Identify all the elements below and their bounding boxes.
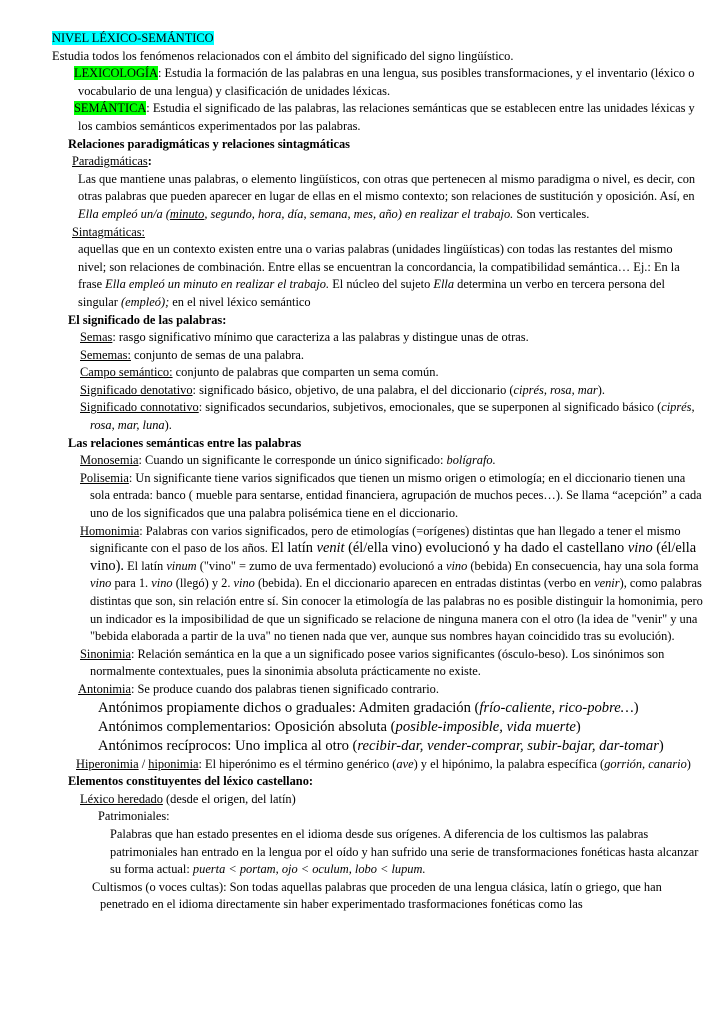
- intro-paragraph: Estudia todos los fenómenos relacionados con el ámbito del significado del signo lingüístico.: [52, 48, 514, 63]
- cultismos-text: Cultismos (o voces cultas): Son todas aquellas palabras que proceden de una lengua clásica, latín o griego, que han penetrado en el idioma directamente sin haber experimentado trasformaciones fonéticas como las: [92, 879, 662, 912]
- semas-definition: Semas: rasgo significativo mínimo que caracteriza a las palabras y distingue unas de otras.: [80, 330, 529, 345]
- antonimos-reciprocos: Antónimos recíprocos: Uno implica al otro (recibir-dar, vender-comprar, subir-bajar, dar-tomar): [98, 737, 664, 754]
- polisemia-definition: Polisemia: Un significante tiene varios significados que tienen un mismo origen o etimología; en el diccionario tienen una sola entrada: banco ( mueble para sentarse, entidad financiera, agrupación de muchos peces…). Se llama “acepción” a cada uno de los significados que una palabra polisémica tiene en el diccionario.: [80, 470, 702, 521]
- hiperonimia-definition: Hiperonimia / hiponimia: El hiperónimo es el término genérico (ave) y el hipónimo, la palabra específica (gorrión, canario): [76, 756, 691, 771]
- lexicologia-term: LEXICOLOGÍA: [74, 66, 158, 81]
- elementos-heading: Elementos constituyentes del léxico castellano:: [68, 774, 314, 789]
- patrimoniales-label: Patrimoniales:: [98, 809, 170, 824]
- lexicologia-definition: LEXICOLOGÍA: Estudia la formación de las palabras en una lengua, sus posibles transformaciones, y el inventario (léxico o vocabulario de una lengua) y clasificación de unidades léxicas.: [74, 66, 695, 98]
- sinonimia-definition: Sinonimia: Relación semántica en la que a un significado posee varios significantes (ósculo-beso). Los sinónimos son normalmente contextuales, pues la sinonimia absoluta prácticamente no existe.: [80, 646, 665, 679]
- connotativo-definition: Significado connotativo: significados secundarios, subjetivos, emocionales, que se superponen al significado básico (ciprés, rosa, mar, luna).: [80, 400, 695, 433]
- paradigmaticas-text: Las que mantiene unas palabras, o elemento lingüísticos, con otras que pertenecen al mismo paradigma o nivel, es decir, con otras palabras que pueden aparecer en lugar de ellas en el mismo contexto; son relaciones de sustitución y oposición. Así, en Ella empleó un/a (minuto, segundo, hora, día, semana, mes, año) en realizar el trabajo. Son verticales.: [78, 171, 696, 221]
- antonimos-graduales: Antónimos propiamente dichos o graduales: Admiten gradación (frío-caliente, rico-pobre…): [98, 699, 639, 716]
- semantica-definition: SEMÁNTICA: Estudia el significado de las palabras, las relaciones semánticas que se establecen entre las unidades léxicas y los cambios semánticos experimentados por las palabras.: [74, 101, 695, 133]
- significado-heading: El significado de las palabras:: [68, 312, 227, 327]
- semantica-term: SEMÁNTICA: [74, 101, 147, 116]
- homonimia-definition: Homonimia: Palabras con varios significados, pero de etimologías (=orígenes) distintas que han llegado a tener el mismo significante con el paso de los años. El latín venit (él/ella vino) evolucionó y ha dado el castellano vino (él/ella vino). El latín vinum ("vino" = zumo de uva fermentado) evolucionó a vino (bebida) En consecuencia, hay una sola forma vino para 1. vino (llegó) y 2. vino (bebida). En el diccionario aparecen en entradas distintas (verbo en venir), como palabras distintas que son, sin relación entre sí. Sin conocer la etimología de las palabras no es posible distinguir la homonimia, pero un indicador es la imposibilidad de que un significado se relacione de ninguna manera con el otro (la idea de "venir" y una "bebida elaborada a partir de la uva" no tienen nada que ver, aunque sus nombres hayan coincidido tras su evolución).: [80, 523, 703, 644]
- sememas-definition: Sememas: conjunto de semas de una palabra.: [80, 347, 305, 362]
- relaciones-heading: Relaciones paradigmáticas y relaciones sintagmáticas: [68, 136, 350, 151]
- campo-semantico-definition: Campo semántico: conjunto de palabras que comparten un sema común.: [80, 365, 439, 380]
- page-title: NIVEL LÉXICO-SEMÁNTICO: [52, 31, 214, 45]
- relaciones-semanticas-heading: Las relaciones semánticas entre las palabras: [68, 435, 302, 450]
- patrimoniales-text: Palabras que han estado presentes en el idioma desde sus orígenes. A diferencia de los cultismos las palabras patrimoniales han entrado en la lengua por el oído y han sufrido una serie de transformaciones fonéticas hasta alcanzar su forma actual: puerta < portam, ojo < oculum, lobo < lupum.: [110, 826, 699, 877]
- sintagmaticas-text: aquellas que en un contexto existen entre una o varias palabras (unidades lingüísticas) con todas las restantes del mismo nivel; son relaciones de combinación. Entre ellas se encuentran la concordancia, la compatibilidad semántica… Ej.: En la frase Ella empleó un minuto en realizar el trabajo. El núcleo del sujeto Ella determina un verbo en tercera persona del singular (empleó); en el nivel léxico semántico: [78, 242, 680, 309]
- paradigmaticas-label: Paradigmáticas:: [72, 154, 152, 169]
- antonimos-complementarios: Antónimos complementarios: Oposición absoluta (posible-imposible, vida muerte): [98, 718, 581, 735]
- denotativo-definition: Significado denotativo: significado básico, objetivo, de una palabra, el del diccionario (ciprés, rosa, mar).: [80, 382, 605, 397]
- sintagmaticas-label: Sintagmáticas:: [72, 224, 145, 239]
- monosemia-definition: Monosemia: Cuando un significante le corresponde un único significado: bolígrafo.: [80, 453, 496, 468]
- antonimia-definition: Antonimia: Se produce cuando dos palabras tienen significado contrario.: [78, 681, 439, 696]
- lexico-heredado: Léxico heredado (desde el origen, del latín): [80, 791, 296, 806]
